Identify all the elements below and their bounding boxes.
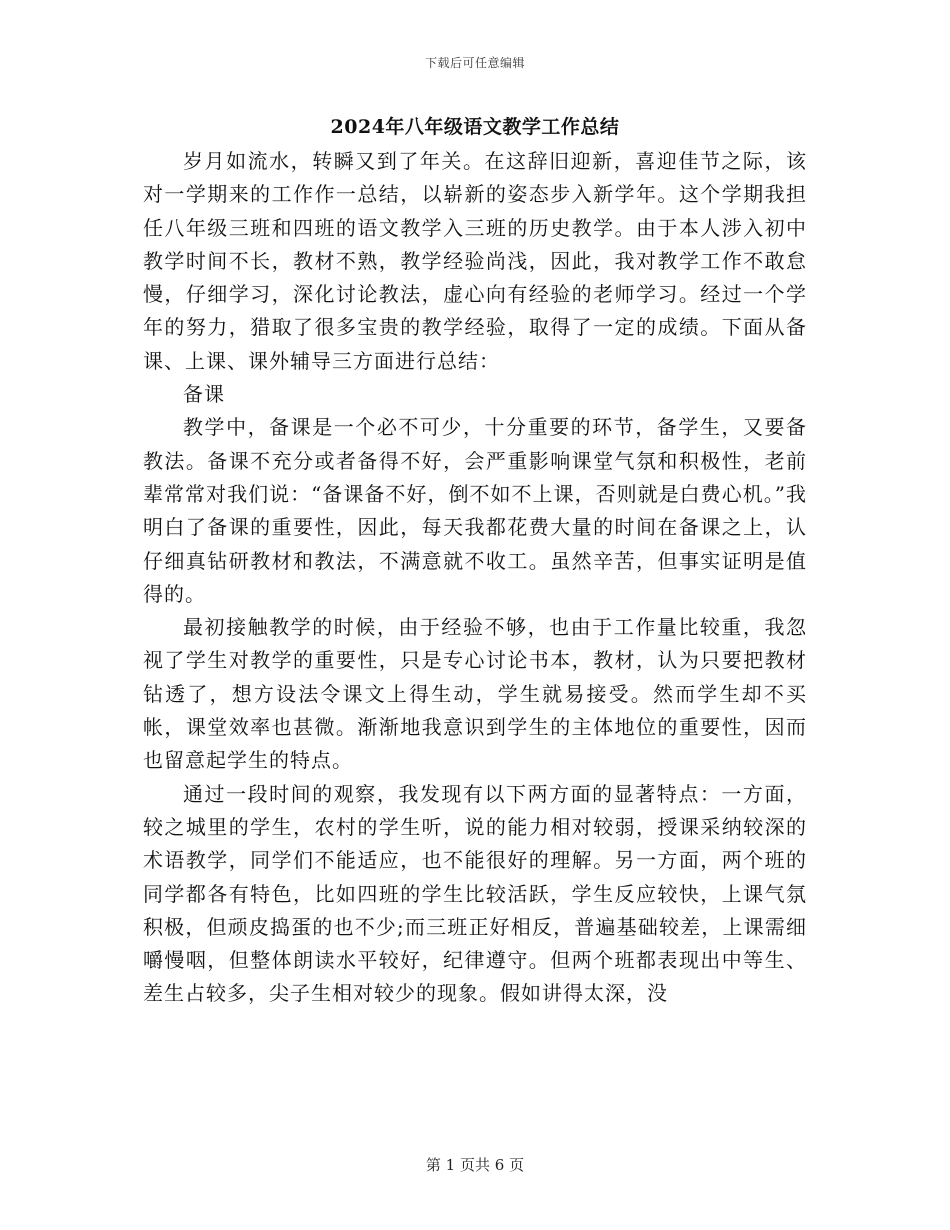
header-note: 下载后可任意编辑 [424, 56, 525, 70]
paragraph-lesson-prep: 教学中，备课是一个必不可少，十分重要的环节，备学生，又要备教法。备课不充分或者备得不好，会严重影响课堂气氛和积极性，老前辈常常对我们说：“备课备不好，倒不如不上课，否则就是白费心机。”我明白了备课的重要性，因此，每天我都花费大量的时间在备课之上，认仔细真钻研教材和教法，不满意就不收工。虽然辛苦，但事实证明是值得的。 [143, 415, 807, 606]
paragraph-observations: 通过一段时间的观察，我发现有以下两方面的显著特点：一方面，较之城里的学生，农村的学生听，说的能力相对较弱，授课采纳较深的术语教学，同学们不能适应，也不能很好的理解。另一方面，两个班的同学都各有特色，比如四班的学生比较活跃，学生反应较快，上课气氛积极，但顽皮捣蛋的也不少;而三班正好相反，普遍基础较差，上课需细嚼慢咽，但整体朗读水平较好，纪律遵守。但两个班都表现出中等生、差生占较多，尖子生相对较少的现象。假如讲得太深，没 [143, 781, 807, 1006]
document-body [143, 145, 807, 1011]
section-heading-lesson-prep: 备课 [183, 382, 225, 407]
paragraph-early-teaching: 最初接触教学的时候，由于经验不够，也由于工作量比较重，我忽视了学生对教学的重要性，只是专心讨论书本，教材，认为只要把教材钻透了，想方设法令课文上得生动，学生就易接受。然而学生却不买帐，课堂效率也甚微。渐渐地我意识到学生的主体地位的重要性，因而也留意起学生的特点。 [143, 615, 807, 773]
document-title: 2024年八年级语文教学工作总结 [330, 116, 620, 138]
page-number: 第 1 页共 6 页 [425, 1156, 525, 1174]
paragraph-intro: 岁月如流水，转瞬又到了年关。在这辞旧迎新，喜迎佳节之际，该对一学期来的工作作一总结，以崭新的姿态步入新学年。这个学期我担任八年级三班和四班的语文教学入三班的历史教学。由于本人涉入初中教学时间不长，教材不熟，教学经验尚浅，因此，我对教学工作不敢怠慢，仔细学习，深化讨论教法，虚心向有经验的老师学习。经过一个学年的努力，猎取了很多宝贵的教学经验，取得了一定的成绩。下面从备课、上课、课外辅导三方面进行总结： [143, 149, 807, 373]
